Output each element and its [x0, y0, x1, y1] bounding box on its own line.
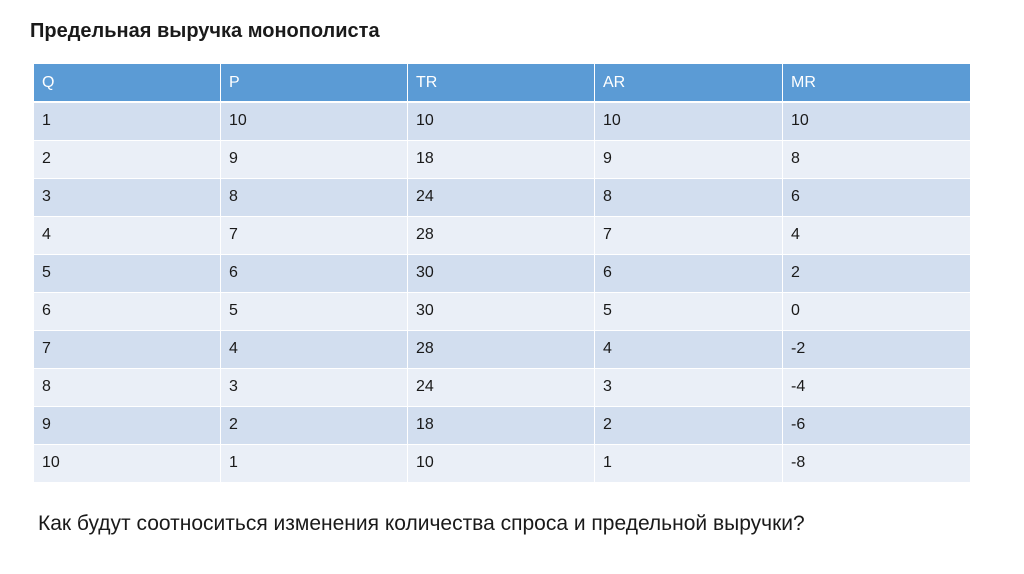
header-p: P — [221, 64, 408, 102]
table-row — [34, 102, 971, 140]
slide-title: Предельная выручка монополиста — [30, 20, 380, 42]
cell-p: 3 — [221, 368, 408, 406]
cell-mr: -6 — [783, 406, 971, 444]
cell-q: 8 — [34, 368, 221, 406]
cell-p: 7 — [221, 216, 408, 254]
cell-ar: 5 — [595, 292, 783, 330]
cell-q: 6 — [34, 292, 221, 330]
cell-p: 10 — [221, 102, 408, 140]
cell-ar: 6 — [595, 254, 783, 292]
cell-tr: 18 — [408, 140, 595, 178]
header-tr: TR — [408, 64, 595, 102]
cell-ar: 7 — [595, 216, 783, 254]
cell-p: 4 — [221, 330, 408, 368]
cell-ar: 2 — [595, 406, 783, 444]
table-row — [34, 292, 971, 330]
cell-tr: 30 — [408, 254, 595, 292]
cell-mr: -8 — [783, 444, 971, 482]
cell-mr: 6 — [783, 178, 971, 216]
table-row — [34, 406, 971, 444]
cell-tr: 28 — [408, 216, 595, 254]
cell-ar: 10 — [595, 102, 783, 140]
cell-mr: 10 — [783, 102, 971, 140]
cell-mr: 8 — [783, 140, 971, 178]
table-header-row — [34, 64, 971, 102]
table-row — [34, 368, 971, 406]
cell-mr: -2 — [783, 330, 971, 368]
cell-p: 6 — [221, 254, 408, 292]
cell-mr: -4 — [783, 368, 971, 406]
cell-p: 2 — [221, 406, 408, 444]
cell-q: 7 — [34, 330, 221, 368]
cell-ar: 9 — [595, 140, 783, 178]
cell-ar: 1 — [595, 444, 783, 482]
header-ar: AR — [595, 64, 783, 102]
cell-ar: 4 — [595, 330, 783, 368]
cell-p: 5 — [221, 292, 408, 330]
table-row — [34, 140, 971, 178]
cell-p: 8 — [221, 178, 408, 216]
cell-tr: 28 — [408, 330, 595, 368]
cell-mr: 2 — [783, 254, 971, 292]
table-row — [34, 330, 971, 368]
cell-q: 10 — [34, 444, 221, 482]
question-text: Как будут соотноситься изменения количества спроса и предельной выручки? — [38, 512, 805, 535]
cell-tr: 18 — [408, 406, 595, 444]
cell-p: 1 — [221, 444, 408, 482]
cell-q: 1 — [34, 102, 221, 140]
cell-ar: 3 — [595, 368, 783, 406]
revenue-table — [33, 64, 971, 483]
cell-tr: 24 — [408, 368, 595, 406]
table-row — [34, 444, 971, 482]
cell-q: 4 — [34, 216, 221, 254]
cell-tr: 10 — [408, 444, 595, 482]
cell-tr: 30 — [408, 292, 595, 330]
cell-tr: 24 — [408, 178, 595, 216]
header-q: Q — [34, 64, 221, 102]
cell-mr: 4 — [783, 216, 971, 254]
cell-q: 3 — [34, 178, 221, 216]
cell-ar: 8 — [595, 178, 783, 216]
cell-mr: 0 — [783, 292, 971, 330]
header-mr: MR — [783, 64, 971, 102]
table-row — [34, 254, 971, 292]
cell-p: 9 — [221, 140, 408, 178]
cell-q: 9 — [34, 406, 221, 444]
cell-q: 5 — [34, 254, 221, 292]
table-row — [34, 178, 971, 216]
table-row — [34, 216, 971, 254]
cell-tr: 10 — [408, 102, 595, 140]
cell-q: 2 — [34, 140, 221, 178]
